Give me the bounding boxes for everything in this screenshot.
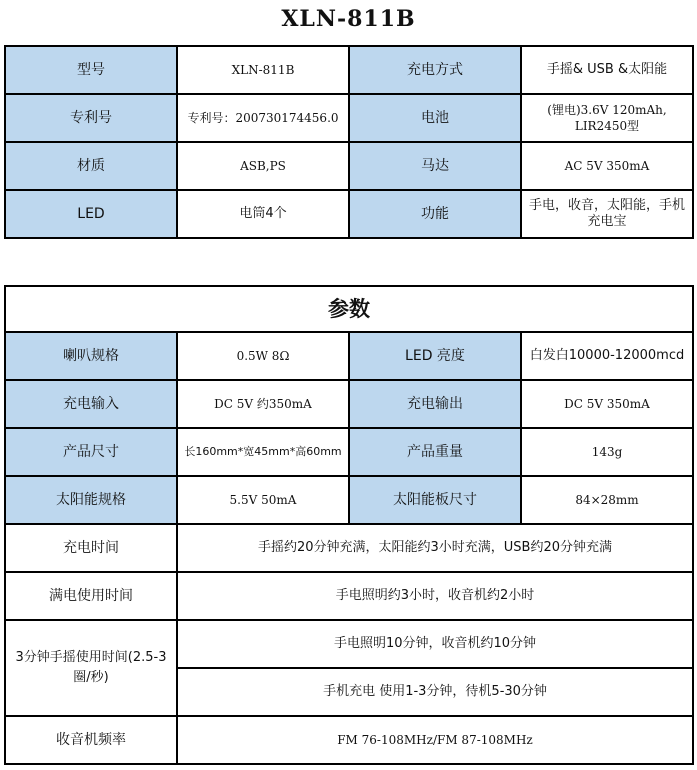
cell-label: 马达 (349, 142, 521, 190)
params-heading: 参数 (5, 286, 693, 332)
charge-time-value: 手摇约20分钟充满，太阳能约3小时充满，USB约20分钟充满 (177, 524, 693, 572)
cell-label: 产品尺寸 (5, 428, 177, 476)
table-row (5, 476, 693, 524)
cell-value: 手摇& USB &太阳能 (521, 46, 693, 94)
table-row (5, 332, 693, 380)
cell-label: 产品重量 (349, 428, 521, 476)
cell-label: 专利号 (5, 94, 177, 142)
table-row (5, 620, 693, 668)
cell-label: 材质 (5, 142, 177, 190)
cell-label: LED (5, 190, 177, 238)
radio-value: FM 76-108MHz/FM 87-108MHz (177, 716, 693, 764)
cell-label: 充电输出 (349, 380, 521, 428)
cell-value: DC 5V 约350mA (177, 380, 349, 428)
cell-label: 太阳能规格 (5, 476, 177, 524)
cell-label: 充电方式 (349, 46, 521, 94)
cell-label: LED 亮度 (349, 332, 521, 380)
cell-value: 长160mm*宽45mm*高60mm (177, 428, 349, 476)
spec-table (4, 45, 694, 239)
cell-label: 太阳能板尺寸 (349, 476, 521, 524)
cell-value: 5.5V 50mA (177, 476, 349, 524)
table-row (5, 190, 693, 238)
table-row (5, 142, 693, 190)
cell-label: 电池 (349, 94, 521, 142)
cell-label: 喇叭规格 (5, 332, 177, 380)
cell-label: 功能 (349, 190, 521, 238)
crank-use-phone: 手机充电 使用1-3分钟，待机5-30分钟 (177, 668, 693, 716)
cell-value: 143g (521, 428, 693, 476)
full-use-value: 手电照明约3小时，收音机约2小时 (177, 572, 693, 620)
cell-value: 电筒4个 (177, 190, 349, 238)
cell-value: 专利号：200730174456.0 (177, 94, 349, 142)
cell-value: AC 5V 350mA (521, 142, 693, 190)
charge-time-label: 充电时间 (5, 524, 177, 572)
cell-value: ASB,PS (177, 142, 349, 190)
table-row (5, 716, 693, 764)
crank-use-light: 手电照明10分钟，收音机约10分钟 (177, 620, 693, 668)
table-row (5, 380, 693, 428)
product-title: XLN-811B (281, 6, 416, 32)
cell-value: (锂电)3.6V 120mAh, LIR2450型 (521, 94, 693, 142)
crank-use-label: 3分钟手摇使用时间(2.5-3圈/秒) (5, 620, 177, 716)
table-row (5, 94, 693, 142)
table-row (5, 46, 693, 94)
params-table (4, 285, 694, 765)
cell-value: 白发白10000-12000mcd (521, 332, 693, 380)
table-row (5, 572, 693, 620)
cell-value: 手电，收音，太阳能，手机充电宝 (521, 190, 693, 238)
cell-value: DC 5V 350mA (521, 380, 693, 428)
radio-label: 收音机频率 (5, 716, 177, 764)
table-row (5, 524, 693, 572)
cell-value: 0.5W 8Ω (177, 332, 349, 380)
cell-label: 型号 (5, 46, 177, 94)
table-row (5, 428, 693, 476)
full-use-label: 满电使用时间 (5, 572, 177, 620)
cell-value: XLN-811B (177, 46, 349, 94)
table-row (5, 286, 693, 332)
cell-label: 充电输入 (5, 380, 177, 428)
cell-value: 84×28mm (521, 476, 693, 524)
